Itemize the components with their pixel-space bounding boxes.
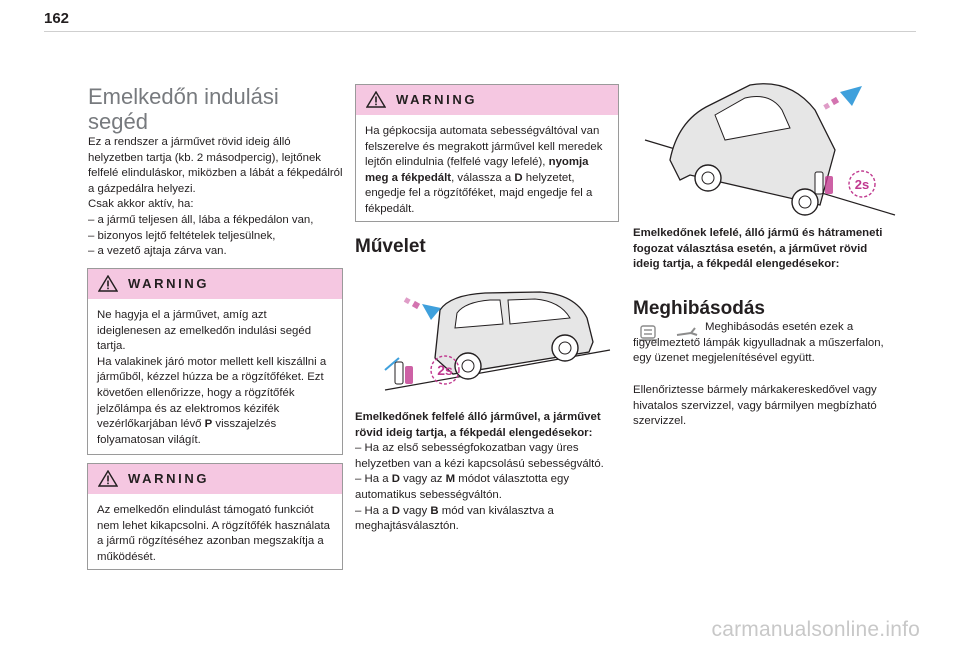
warning-text-bold: nyomja meg a fékpedált [365,156,589,184]
warning-text-bold: D [514,171,523,184]
operation-item-bold: M [445,473,456,486]
warning-text-bold: P [204,418,213,431]
warning-text-part: helyzetet, engedje fel a rögzítőféket, majd engedje fel a fékpedált. [365,171,593,215]
condition-item: – bizonyos lejtő feltételek teljesülnek, [88,229,276,242]
operation-item-bold: B [430,504,439,517]
warning-text-part: Ha gépkocsija automata sebességváltóval van felszerelve és megrakott járművel kell meredek lejtőn elindulnia (felfelé vagy lefelé), [365,125,603,169]
warning-header [88,269,342,299]
operation-item-bold: D [391,504,400,517]
intro-block [88,135,344,260]
warning-header [88,464,342,494]
operation-item-part: vagy az [399,473,446,486]
warning-triangle-icon [98,470,118,487]
timer-badge-icon [849,171,875,197]
warning-text: Az emelkedőn elindulást támogató funkciót nem lehet kikapcsolni. A rögzítőfék használata a jármű rögzítéséhez azonban megszakítja a működését. [97,504,331,563]
condition-item: – a vezető ajtaja zárva van. [88,245,227,258]
condition-item: – a jármű teljesen áll, lába a fékpedálon van, [88,213,314,226]
operation-caption: Emelkedőnek felfelé álló járművel, a járművet rövid ideig tartja, a fékpedál elengedésekor: [355,411,601,439]
timer-badge-label: 2s [854,177,870,192]
fault-text: Meghibásodás esetén ezek a figyelmeztető lámpák kigyulladnak a műszerfalon, egy üzenet megjelenítésével együtt. [633,321,884,365]
warning-box-1 [87,268,343,455]
pedal-icon [385,358,413,384]
warning-text [365,124,609,218]
conditions-heading: Csak akkor aktív, ha: [88,198,194,211]
downhill-block [633,226,895,273]
page-title-line1: Emelkedőn indulási [88,84,279,109]
fault-text: Ellenőriztesse bármely márkakereskedővel vagy hivatalos szervizzel, vagy bármilyen megbízható szervizzel. [633,384,877,428]
timer-badge-label: 2s [437,362,453,378]
operation-item-part: – Ha a [355,504,392,517]
warning-text-part: visszajelzés folyamatosan világít. [97,418,277,446]
operation-title: Művelet [355,236,426,257]
operation-item: – Ha az első sebességfokozatban vagy üres helyzetben van a kézi kapcsolású sebességváltó. [355,442,604,470]
warning-text: Ne hagyja el a járművet, amíg azt ideiglenesen az emelkedőn indulási segéd tartja. [97,309,312,353]
warning-triangle-icon [98,275,118,292]
downhill-caption: Emelkedőnek lefelé, álló jármű és hátrameneti fogozat választása esetén, a járművet rövid ideig tartja, a fékpedál elengedésekor: [633,227,883,271]
fault-title: Meghibásodás [633,298,765,319]
page-title-line2: segéd [88,109,148,134]
car-icon [435,292,593,379]
operation-item-part: módot választotta egy automatikus sebességváltón. [355,473,570,501]
operation-item-part: vagy [399,504,431,517]
motion-arrow-icon [404,297,441,320]
header-rule [44,31,916,32]
motion-arrow-icon [823,86,862,110]
operation-item [355,472,617,503]
warning-label: WARNING [128,276,210,291]
intro-paragraph: Ez a rendszer a járművet rövid ideig álló helyzetben tartja (kb. 2 másodpercig), lejtőnek felfelé elinduláskor, miközben a lábát a fékpedálról a gázpedálra helyezi. [88,136,343,195]
warning-triangle-icon [366,91,386,108]
car-icon [670,84,835,215]
warning-text [97,355,333,449]
operation-item-part: – Ha a [355,473,392,486]
warning-label: WARNING [396,92,478,107]
watermark: carmanualsonline.info [711,618,920,641]
warning-box-2 [87,463,343,570]
warning-text-part: , válassza a [451,171,515,184]
warning-label: WARNING [128,471,210,486]
warning-text-part: Ha valakinek járó motor mellett kell kiszállni a járműből, kézzel húzza be a rögzítőféket. Ezt követően ellenőrizze, hogy a rögzítőfék jelzőlámpa és az elektromos kézifék vezérlőkarjában lévő [97,355,327,431]
operation-block [355,410,617,535]
page-number: 162 [44,10,70,27]
operation-item-part: mód van kiválasztva a meghajtásválasztón. [355,504,554,533]
operation-item-bold: D [391,473,400,486]
operation-item [355,504,617,535]
warning-header [356,85,618,115]
warning-box-3 [355,84,619,222]
downhill-illustration [640,80,900,220]
uphill-illustration [365,280,615,400]
page-title [88,84,342,134]
